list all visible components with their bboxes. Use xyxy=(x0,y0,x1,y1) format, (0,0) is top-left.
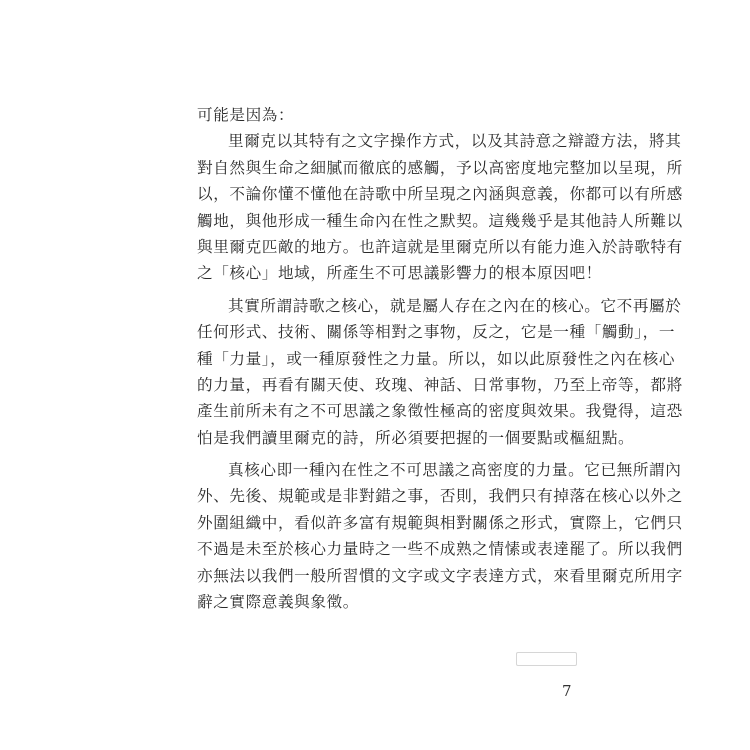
body-text xyxy=(197,102,683,615)
text-line: 觸地，與他形成一種生命內在性之默契。這幾幾乎是其他詩人所難以 xyxy=(197,211,683,230)
text-line: 外圍組織中，看似許多富有規範與相對關係之形式，實際上，它們只 xyxy=(197,513,683,532)
paragraph-3 xyxy=(197,457,683,615)
text-line: 其實所謂詩歌之核心，就是屬人存在之內在的核心。它不再屬於 xyxy=(228,296,682,315)
footer-blank-box xyxy=(516,652,577,666)
text-line: 真核心即一種內在性之不可思議之高密度的力量。它已無所謂內 xyxy=(228,461,682,480)
paragraph-1 xyxy=(197,128,683,286)
text-line: 與里爾克匹敵的地方。也許這就是里爾克所以有能力進入於詩歌特有 xyxy=(197,237,683,256)
text-line: 種「力量」，或一種原發性之力量。所以，如以此原發性之內在核心 xyxy=(197,349,676,368)
text-line: 里爾克以其特有之文字操作方式，以及其詩意之辯證方法，將其 xyxy=(228,132,682,151)
paragraph-2 xyxy=(197,293,683,451)
text-line: 對自然與生命之細膩而徹底的感觸，予以高密度地完整加以呈現，所 xyxy=(197,158,683,177)
text-line: 外、先後、規範或是非對錯之事，否則，我們只有掉落在核心以外之 xyxy=(197,487,683,506)
text-line: 辭之實際意義與象徵。 xyxy=(197,593,359,612)
text-line: 怕是我們讀里爾克的詩，所必須要把握的一個要點或樞紐點。 xyxy=(197,428,635,447)
text-line: 任何形式、技術、關係等相對之事物，反之，它是一種「觸動」，一 xyxy=(197,323,676,342)
intro-line: 可能是因為： xyxy=(197,106,295,124)
page-number: 7 xyxy=(562,682,572,700)
text-line: 的力量，再看有關天使、玫瑰、神話、日常事物，乃至上帝等，都將 xyxy=(197,375,683,394)
text-line: 以，不論你懂不懂他在詩歌中所呈現之內涵與意義，你都可以有所感 xyxy=(197,185,683,204)
text-line: 之「核心」地域，所產生不可思議影響力的根本原因吧！ xyxy=(197,264,602,283)
text-line: 不過是未至於核心力量時之一些不成熟之情愫或表達罷了。所以我們 xyxy=(197,540,683,559)
text-line: 亦無法以我們一般所習慣的文字或文字表達方式，來看里爾克所用字 xyxy=(197,566,683,585)
text-line: 產生前所未有之不可思議之象徵性極高的密度與效果。我覺得，這恐 xyxy=(197,402,683,421)
